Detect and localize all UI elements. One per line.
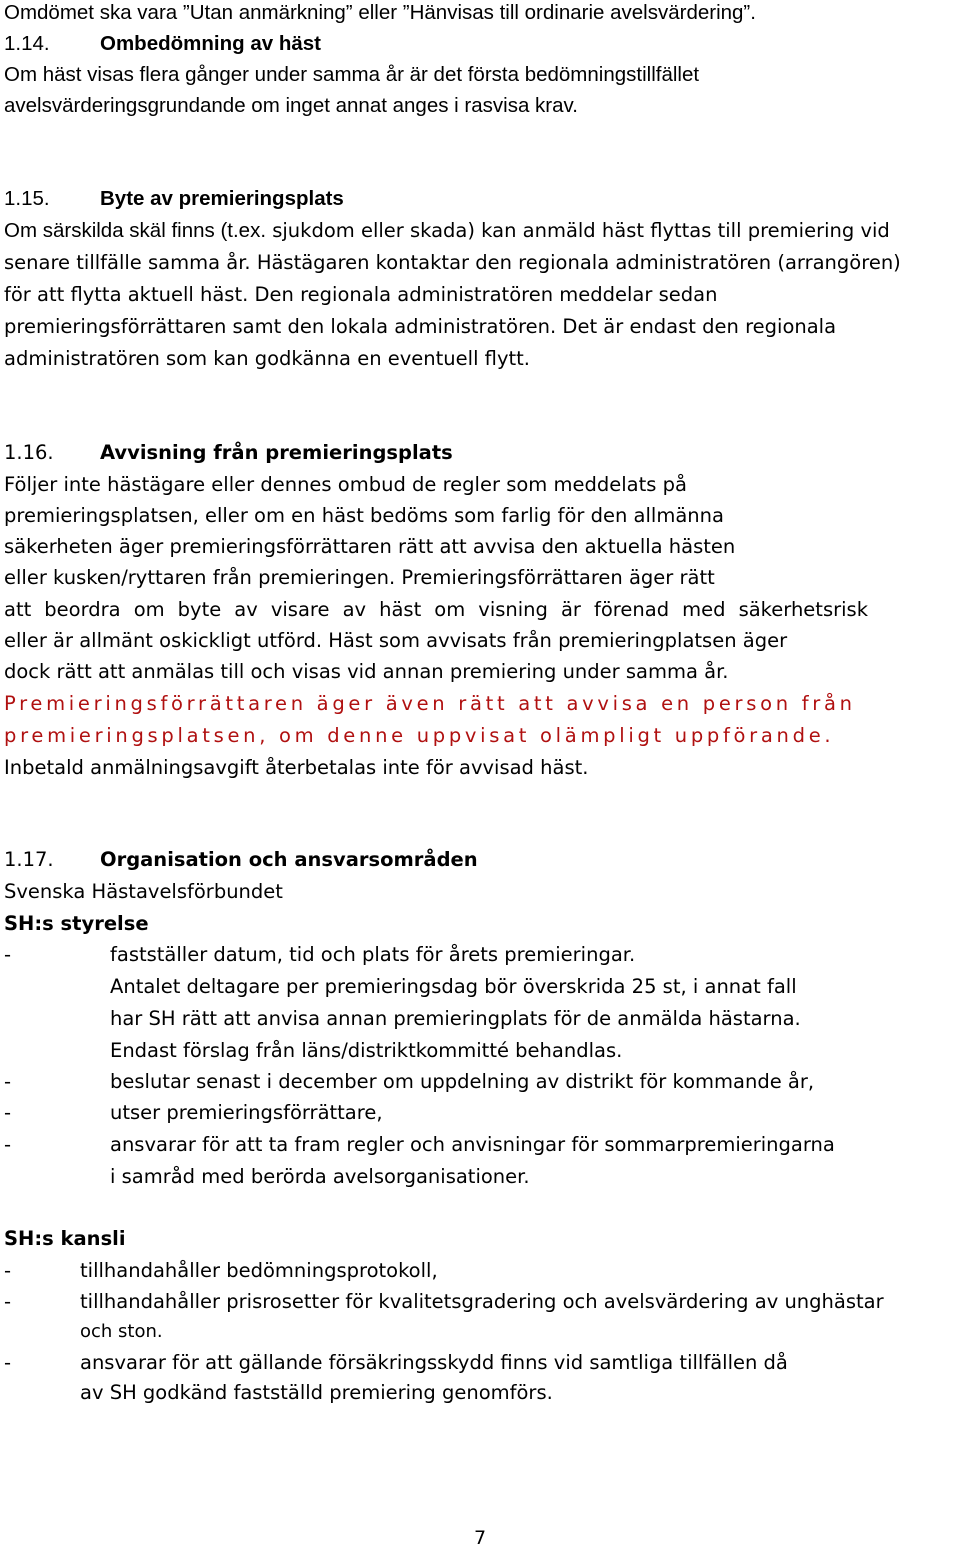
section-title: Organisation och ansvarsområden [100, 848, 478, 871]
section-heading-1-14 [4, 31, 321, 57]
paragraph-line: säkerheten äger premieringsförrättaren rätt att avvisa den aktuella hästen [4, 535, 736, 558]
paragraph-line: att beordra om byte av visare av häst om visning är förenad med säkerhetsrisk [4, 598, 868, 621]
styrelse-heading: SH:s styrelse [4, 912, 149, 935]
section-title: Ombedömning av häst [100, 32, 321, 55]
paragraph-line: premieringsförrättaren samt den lokala administratören. Det är endast den regionala [4, 315, 837, 338]
paragraph-line: Följer inte hästägare eller dennes ombud de regler som meddelats på [4, 473, 687, 496]
section-number: 1.14. [4, 32, 50, 55]
section-number: 1.17. [4, 848, 54, 871]
org-name: Svenska Hästavelsförbundet [4, 880, 283, 903]
paragraph-line: dock rätt att anmälas till och visas vid annan premiering under samma år. [4, 660, 729, 683]
paragraph-line: senare tillfälle samma år. Hästägaren kontaktar den regionala administratören (arrangören) [4, 251, 901, 274]
paragraph-line: Inbetald anmälningsavgift återbetalas inte för avvisad häst. [4, 756, 589, 779]
section-heading-1-15 [4, 186, 344, 212]
section-title: Byte av premieringsplats [100, 187, 344, 210]
section-number: 1.16. [4, 441, 54, 464]
paragraph-line: Om häst visas flera gånger under samma år är det första bedömningstillfället [4, 63, 700, 86]
section-number: 1.15. [4, 187, 50, 210]
intro-line: Omdömet ska vara ”Utan anmärkning” eller ”Hänvisas till ordinarie avelsvärdering”. [4, 1, 756, 24]
section-title: Avvisning från premieringsplats [100, 441, 453, 464]
paragraph-line-spaced: premieringsplatsen, om denne uppvisat olämpligt uppförande. [4, 724, 835, 747]
paragraph-line: för att flytta aktuell häst. Den regionala administratören meddelar sedan [4, 283, 718, 306]
kansli-heading: SH:s kansli [4, 1227, 126, 1250]
paragraph-line: eller kusken/ryttaren från premieringen. Premieringsförrättaren äger rätt [4, 566, 715, 589]
page-number: 7 [473, 1527, 487, 1549]
paragraph-line-spaced: Premieringsförrättaren äger även rätt att avvisa en person från [4, 692, 856, 715]
paragraph-line: eller är allmänt oskickligt utförd. Häst som avvisats från premieringplatsen äger [4, 629, 788, 652]
section-heading-1-16 [4, 440, 453, 466]
section-heading-1-17 [4, 847, 478, 873]
paragraph-line: premieringsplatsen, eller om en häst bedöms som farlig för den allmänna [4, 504, 724, 527]
paragraph-line: administratören som kan godkänna en eventuell flytt. [4, 347, 530, 370]
paragraph-line: Om särskilda skäl finns (t.ex. sjukdom eller skada) kan anmäld häst flyttas till premiering vid [4, 219, 890, 242]
paragraph-line: avelsvärderingsgrundande om inget annat anges i rasvisa krav. [4, 94, 578, 117]
